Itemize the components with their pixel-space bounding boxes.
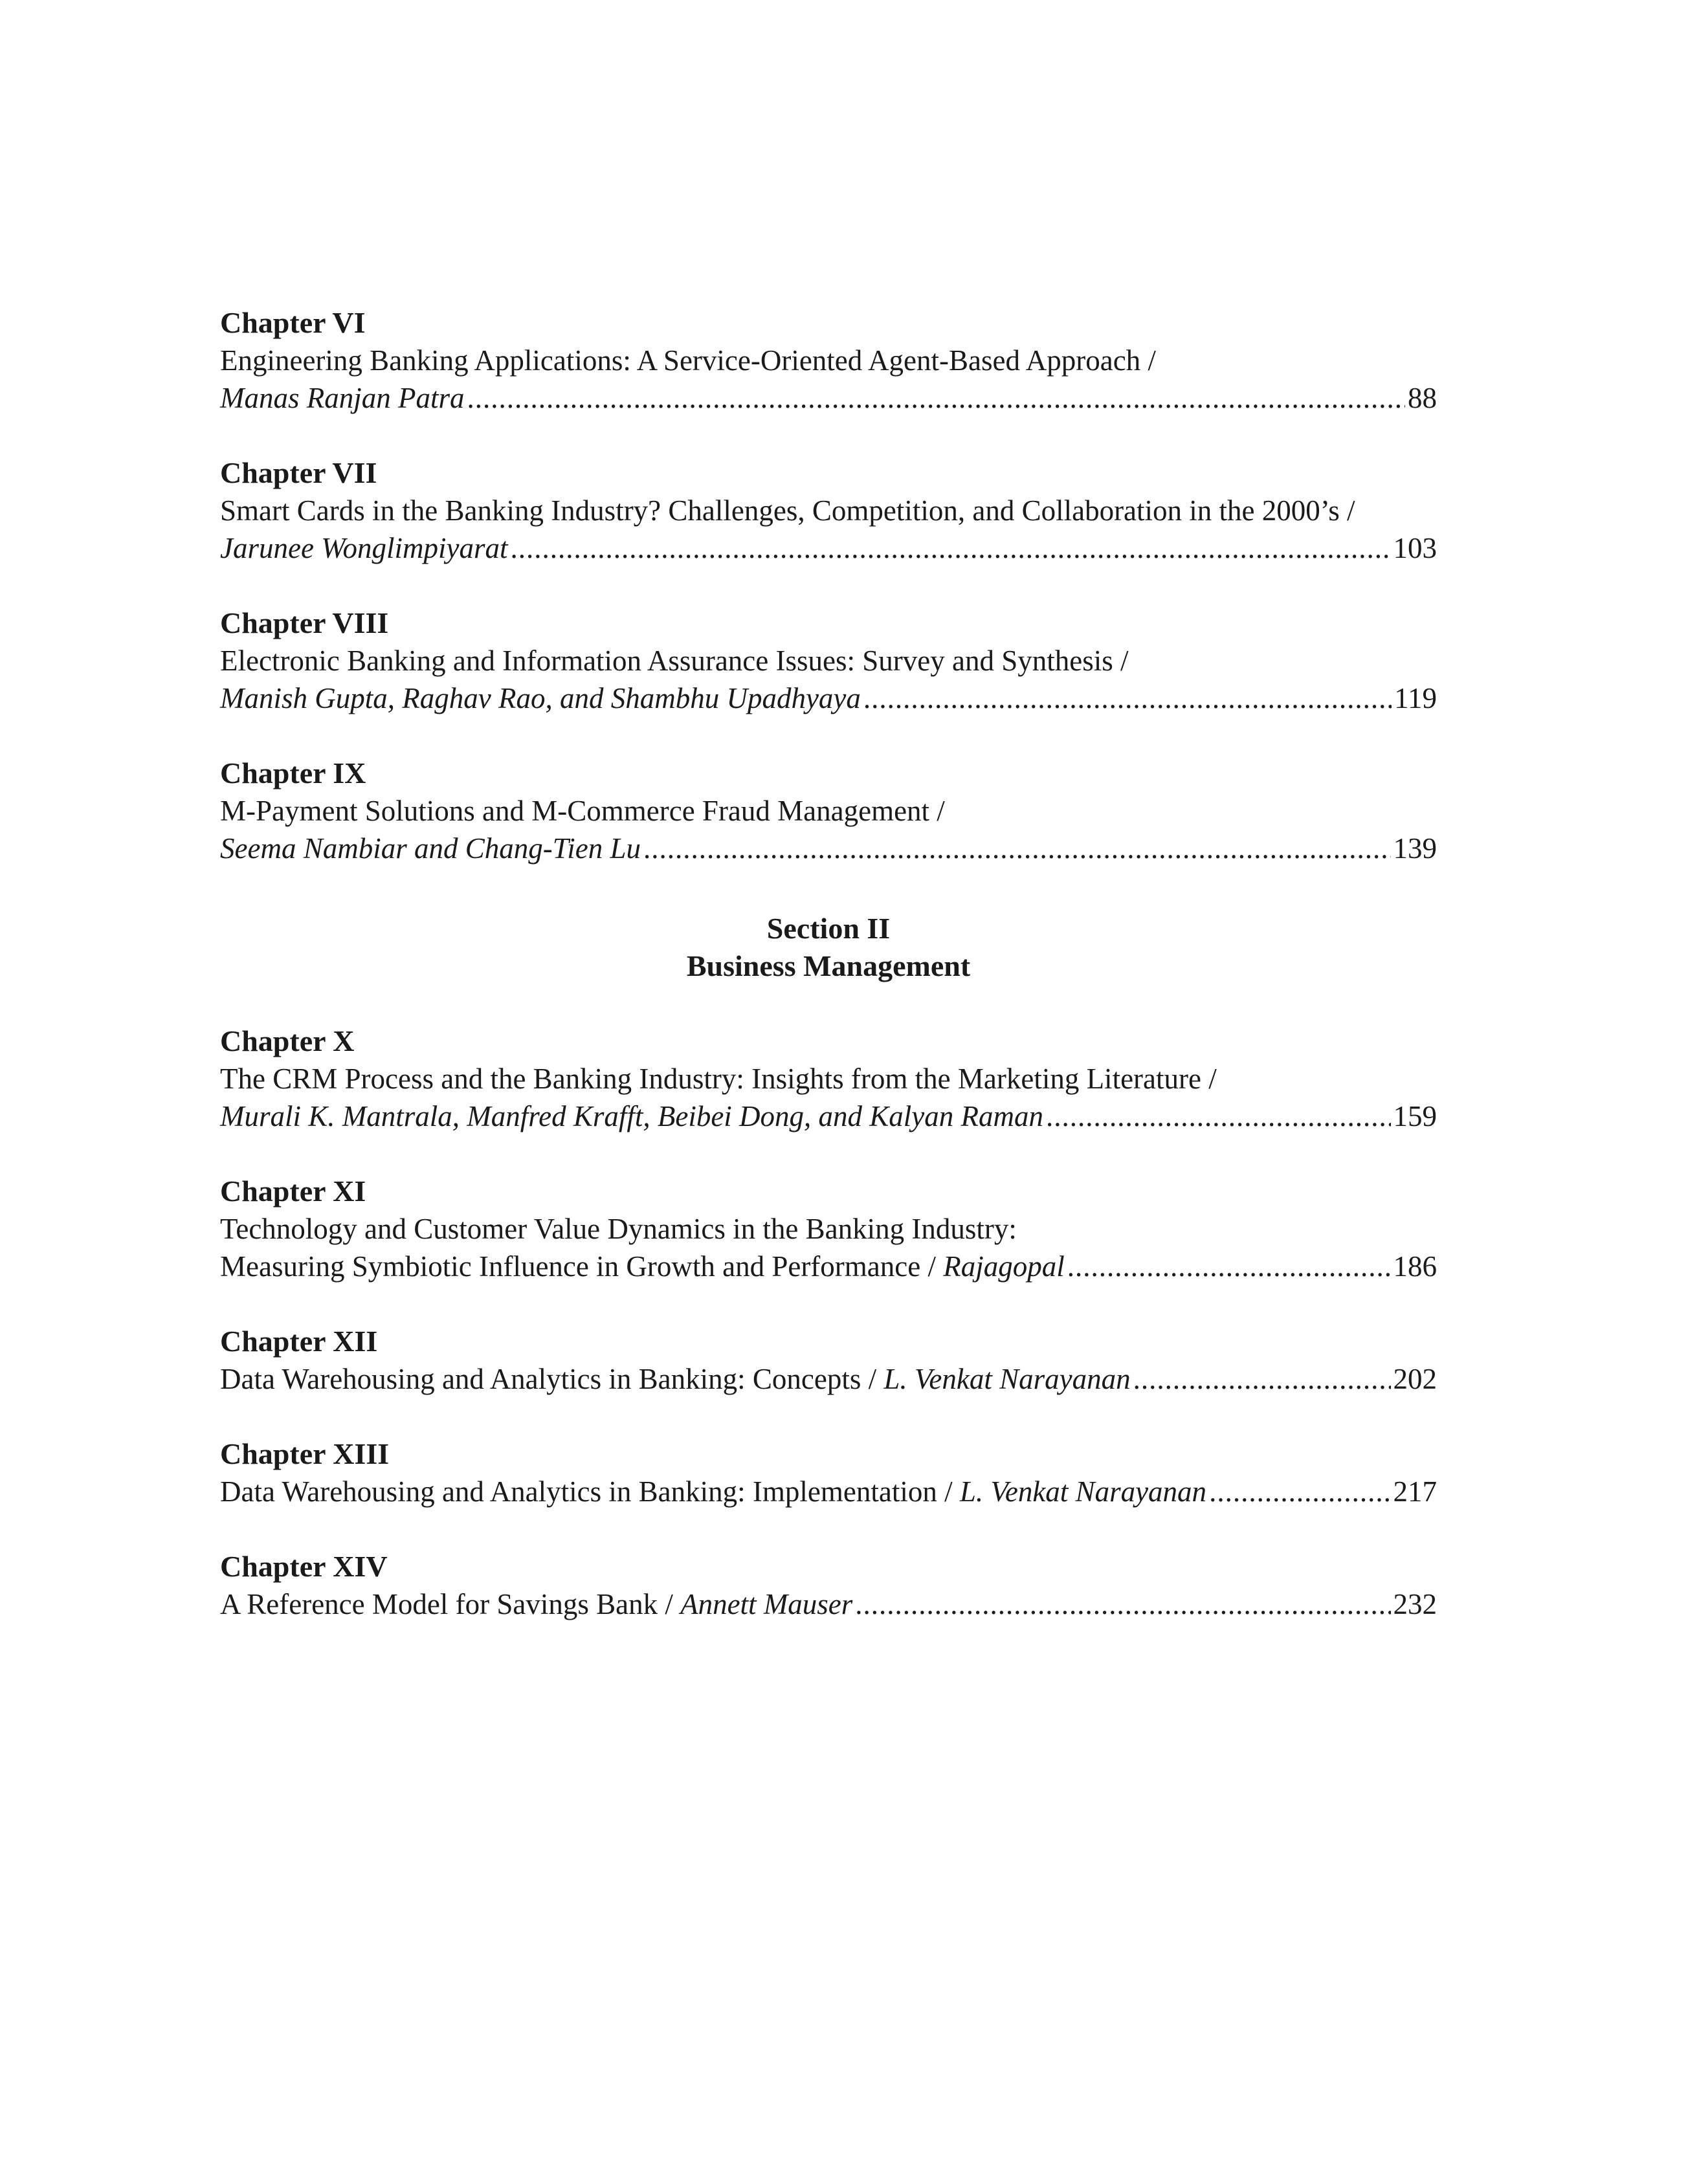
chapter-author: Annett Mauser [680, 1588, 853, 1620]
chapter-label: Chapter VI [220, 306, 366, 339]
chapter-title-line: The CRM Process and the Banking Industry: Insights from the Marketing Literature / [220, 1063, 1217, 1095]
page-number: 88 [1408, 382, 1437, 414]
chapter-author-line [220, 529, 1437, 567]
dot-leader [511, 529, 1391, 567]
chapter-entry[interactable] [220, 1173, 1437, 1285]
chapter-title-line: M-Payment Solutions and M-Commerce Fraud Management / [220, 795, 945, 827]
chapter-label: Chapter XI [220, 1175, 366, 1208]
dot-leader [1046, 1098, 1390, 1135]
dot-leader [855, 1585, 1390, 1623]
chapter-author-text [220, 1248, 1065, 1285]
page-number: 217 [1393, 1475, 1437, 1508]
chapter-label: Chapter XIV [220, 1550, 388, 1583]
chapter-author-line [220, 679, 1437, 717]
chapter-author-line [220, 1360, 1437, 1398]
chapter-author: Murali K. Mantrala, Manfred Krafft, Beibei Dong, and Kalyan Raman [220, 1100, 1044, 1132]
chapter-author: L. Venkat Narayanan [883, 1363, 1131, 1395]
dot-leader [467, 379, 1406, 417]
toc-after-list [220, 1022, 1437, 1623]
dot-leader [863, 679, 1392, 717]
chapter-author-line [220, 1248, 1437, 1285]
chapter-author: Jarunee Wonglimpiyarat [220, 532, 508, 564]
section-title: Business Management [686, 949, 971, 982]
chapter-author: Manish Gupta, Raghav Rao, and Shambhu Upadhyaya [220, 682, 861, 714]
chapter-author-line [220, 1473, 1437, 1510]
section-heading [220, 910, 1437, 985]
chapter-author-text [220, 529, 508, 567]
dot-leader [1133, 1360, 1391, 1398]
chapter-title-tail: Data Warehousing and Analytics in Banking: Concepts / [220, 1363, 884, 1395]
chapter-entry[interactable] [220, 755, 1437, 867]
chapter-author-text [220, 379, 465, 417]
chapter-entry[interactable] [220, 1548, 1437, 1623]
chapter-author-text [220, 1473, 1206, 1510]
chapter-author-text [220, 1360, 1131, 1398]
chapter-label: Chapter VIII [220, 606, 389, 639]
page-number: 186 [1393, 1250, 1437, 1283]
chapter-title-tail: Data Warehousing and Analytics in Banking: Implementation / [220, 1475, 960, 1508]
toc-before-section [220, 304, 1437, 905]
chapter-entry[interactable] [220, 1435, 1437, 1510]
chapter-label: Chapter XII [220, 1325, 378, 1358]
chapter-entry[interactable] [220, 1323, 1437, 1398]
page-number: 103 [1393, 532, 1437, 564]
chapter-author: Seema Nambiar and Chang-Tien Lu [220, 832, 641, 865]
chapter-author-text [220, 679, 861, 717]
page-number: 232 [1393, 1588, 1437, 1620]
chapter-entry[interactable] [220, 454, 1437, 567]
page-number: 139 [1393, 832, 1437, 865]
chapter-title-tail: A Reference Model for Savings Bank / [220, 1588, 681, 1620]
dot-leader [643, 830, 1390, 867]
chapter-author: Manas Ranjan Patra [220, 382, 465, 414]
chapter-title-line: Engineering Banking Applications: A Service-Oriented Agent-Based Approach / [220, 344, 1156, 377]
toc-section-two [220, 910, 1437, 1660]
page-number: 202 [1393, 1363, 1437, 1395]
chapter-label: Chapter VII [220, 456, 377, 489]
chapter-entry[interactable] [220, 604, 1437, 717]
chapter-label: Chapter XIII [220, 1437, 390, 1470]
dot-leader [1209, 1473, 1390, 1510]
chapter-title-line: Smart Cards in the Banking Industry? Challenges, Competition, and Collaboration in the 2000’s / [220, 494, 1355, 527]
page-number: 119 [1394, 682, 1437, 714]
chapter-author-text [220, 830, 641, 867]
chapter-title-line: Electronic Banking and Information Assurance Issues: Survey and Synthesis / [220, 645, 1129, 677]
chapter-author: Rajagopal [943, 1250, 1065, 1283]
chapter-title-line: Technology and Customer Value Dynamics in the Banking Industry: [220, 1213, 1017, 1245]
dot-leader [1067, 1248, 1391, 1285]
chapter-author-text [220, 1585, 852, 1623]
chapter-title-tail: Measuring Symbiotic Influence in Growth and Performance / [220, 1250, 944, 1283]
chapter-author-text [220, 1098, 1043, 1135]
chapter-author-line [220, 379, 1437, 417]
section-number: Section II [766, 912, 891, 945]
chapter-entry[interactable] [220, 1022, 1437, 1135]
chapter-label: Chapter IX [220, 756, 366, 789]
chapter-entry[interactable] [220, 304, 1437, 417]
page-number: 159 [1393, 1100, 1437, 1132]
chapter-author-line [220, 830, 1437, 867]
chapter-author: L. Venkat Narayanan [959, 1475, 1207, 1508]
chapter-label: Chapter X [220, 1024, 355, 1057]
chapter-author-line [220, 1098, 1437, 1135]
chapter-author-line [220, 1585, 1437, 1623]
